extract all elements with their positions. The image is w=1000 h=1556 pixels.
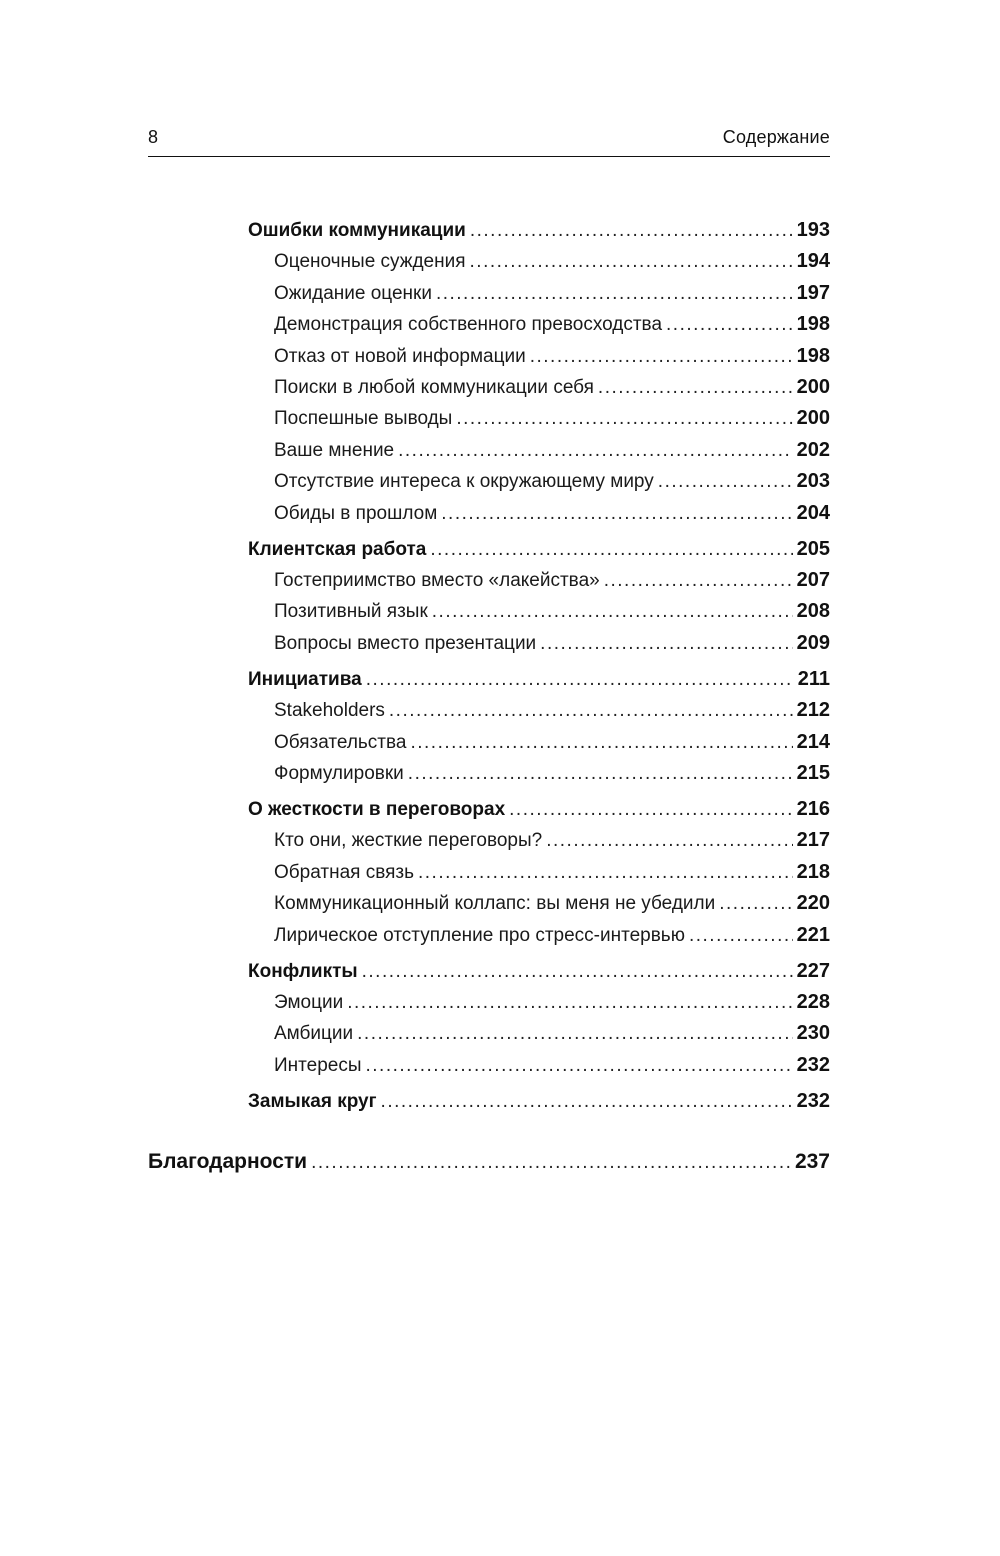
toc-subsection [274,858,830,886]
toc-section [248,1087,830,1115]
dot-leader [666,311,793,338]
dot-leader [389,697,793,724]
toc-section-page: 232 [796,1089,830,1112]
dot-leader [509,796,792,823]
toc-subsection [274,279,830,307]
toc-subsection-page: 203 [796,470,830,493]
toc-subsection [274,499,830,527]
toc-subsection-page: 204 [796,501,830,524]
toc-section-page: 193 [796,219,830,241]
toc-subsection-page: 217 [796,829,830,852]
toc-subsection-title: Обязательства [274,731,407,753]
toc-subsection [274,826,830,854]
toc-subsection [274,696,830,724]
toc-subsection-title: Формулировки [274,763,404,784]
dot-leader [530,343,793,370]
toc-subsection [274,566,830,594]
toc-subsection-title: Эмоции [274,992,344,1013]
running-title: Содержание [722,127,830,147]
dot-leader [432,598,793,625]
toc-subsection-page: 194 [796,250,830,273]
toc-section-page: 227 [796,959,830,982]
toc-subsection-page: 207 [796,569,830,591]
toc-subsection [274,310,830,338]
toc-subsection [274,629,830,657]
dot-leader [598,374,793,401]
toc-subsection-title: Коммуникационный коллапс: вы меня не убедили [274,893,716,915]
toc-section-title: Клиентская работа [248,538,427,560]
toc-subsection-page: 218 [796,860,830,883]
toc-subsection-title: Отказ от новой информации [274,345,526,367]
dot-leader [381,1088,793,1115]
toc-subsection-title: Гостеприимство вместо «лакейства» [274,570,600,591]
toc-subsection-title: Ожидание оценки [274,282,432,304]
dot-leader [436,280,793,307]
toc-subsection-title: Обратная связь [274,861,414,883]
toc-subsection-page: 209 [796,631,830,654]
dot-leader [456,405,792,432]
toc-subsection-title: Поиски в любой коммуникации себя [274,377,594,398]
toc-subsection-title: Амбиции [274,1023,354,1045]
dot-leader [410,729,792,756]
dot-leader [347,989,792,1016]
dot-leader [689,922,793,949]
dot-leader [418,859,793,886]
dot-leader [546,827,792,854]
dot-leader [540,630,792,657]
toc-section [248,957,830,985]
toc-subsection-page: 208 [796,600,830,623]
dot-leader [604,567,793,594]
toc-section-title: Замыкая круг [248,1090,377,1112]
dot-leader [408,760,793,787]
toc-section [248,795,830,823]
toc-subsection [274,436,830,464]
toc-subsection [274,759,830,787]
dot-leader [366,1052,793,1079]
toc-subsection-title: Оценочные суждения [274,251,466,273]
toc-subsection-page: 198 [796,344,830,367]
toc-subsection-title: Демонстрация собственного превосходства [274,314,663,336]
toc-subsection-title: Позитивный язык [274,601,428,623]
toc-subsection-title: Обиды в прошлом [274,502,438,524]
toc-subsection [274,921,830,949]
toc-subsection [274,467,830,495]
toc-section [248,535,830,563]
toc-section-title: Ошибки коммуникации [248,220,466,241]
toc-subsection-title: Stakeholders [274,700,385,722]
toc-subsection-title: Отсутствие интереса к окружающему миру [274,471,654,493]
toc-subsection-page: 214 [796,730,830,753]
toc-section-title: О жесткости в переговорах [248,799,506,820]
toc-section-page: 205 [796,537,830,560]
toc-subsection-page: 215 [796,762,830,784]
toc-subsection [274,373,830,401]
toc-subsection [274,597,830,625]
toc-chapter [148,1148,830,1176]
toc-subsection [274,404,830,432]
toc-section [248,665,830,693]
toc-subsection-title: Лирическое отступление про стресс-интервью [274,924,685,946]
toc-subsection [274,1051,830,1079]
toc-subsection-title: Кто они, жесткие переговоры? [274,830,543,852]
toc-section-page: 211 [797,667,830,690]
page-number: 8 [148,127,159,147]
toc-subsection [274,988,830,1016]
dot-leader [470,217,793,244]
dot-leader [441,500,792,527]
dot-leader [362,958,793,985]
toc-subsection-page: 232 [796,1053,830,1076]
toc-subsection-page: 212 [796,699,830,722]
toc-subsection-page: 202 [796,438,830,461]
toc-subsection-page: 230 [796,1022,830,1045]
toc-subsection [274,342,830,370]
dot-leader [357,1020,792,1047]
toc-section-title: Конфликты [248,960,358,982]
toc-subsection-page: 200 [796,407,830,430]
toc-section-title: Инициатива [248,668,362,690]
dot-leader [311,1149,791,1176]
toc-subsection-page: 197 [796,281,830,304]
toc-subsection [274,247,830,275]
toc-section-page: 216 [796,798,830,820]
toc-subsection [274,889,830,917]
dot-leader [398,437,793,464]
toc-subsection-title: Поспешные выводы [274,408,453,430]
toc-subsection [274,728,830,756]
dot-leader [430,536,792,563]
toc-subsection-page: 221 [796,923,830,946]
toc-subsection-title: Ваше мнение [274,439,395,461]
dot-leader [366,666,794,693]
toc-subsection-title: Интересы [274,1054,362,1076]
dot-leader [470,248,793,275]
dot-leader [719,890,792,917]
dot-leader [658,468,793,495]
toc-subsection-page: 220 [796,892,830,915]
toc-subsection [274,1019,830,1047]
toc-chapter-page: 237 [794,1150,830,1173]
toc-section [248,216,830,244]
toc-subsection-page: 198 [796,313,830,336]
toc-chapter-title: Благодарности [148,1150,308,1173]
toc-subsection-page: 228 [796,991,830,1013]
toc-subsection-page: 200 [796,376,830,398]
toc-subsection-title: Вопросы вместо презентации [274,632,537,654]
